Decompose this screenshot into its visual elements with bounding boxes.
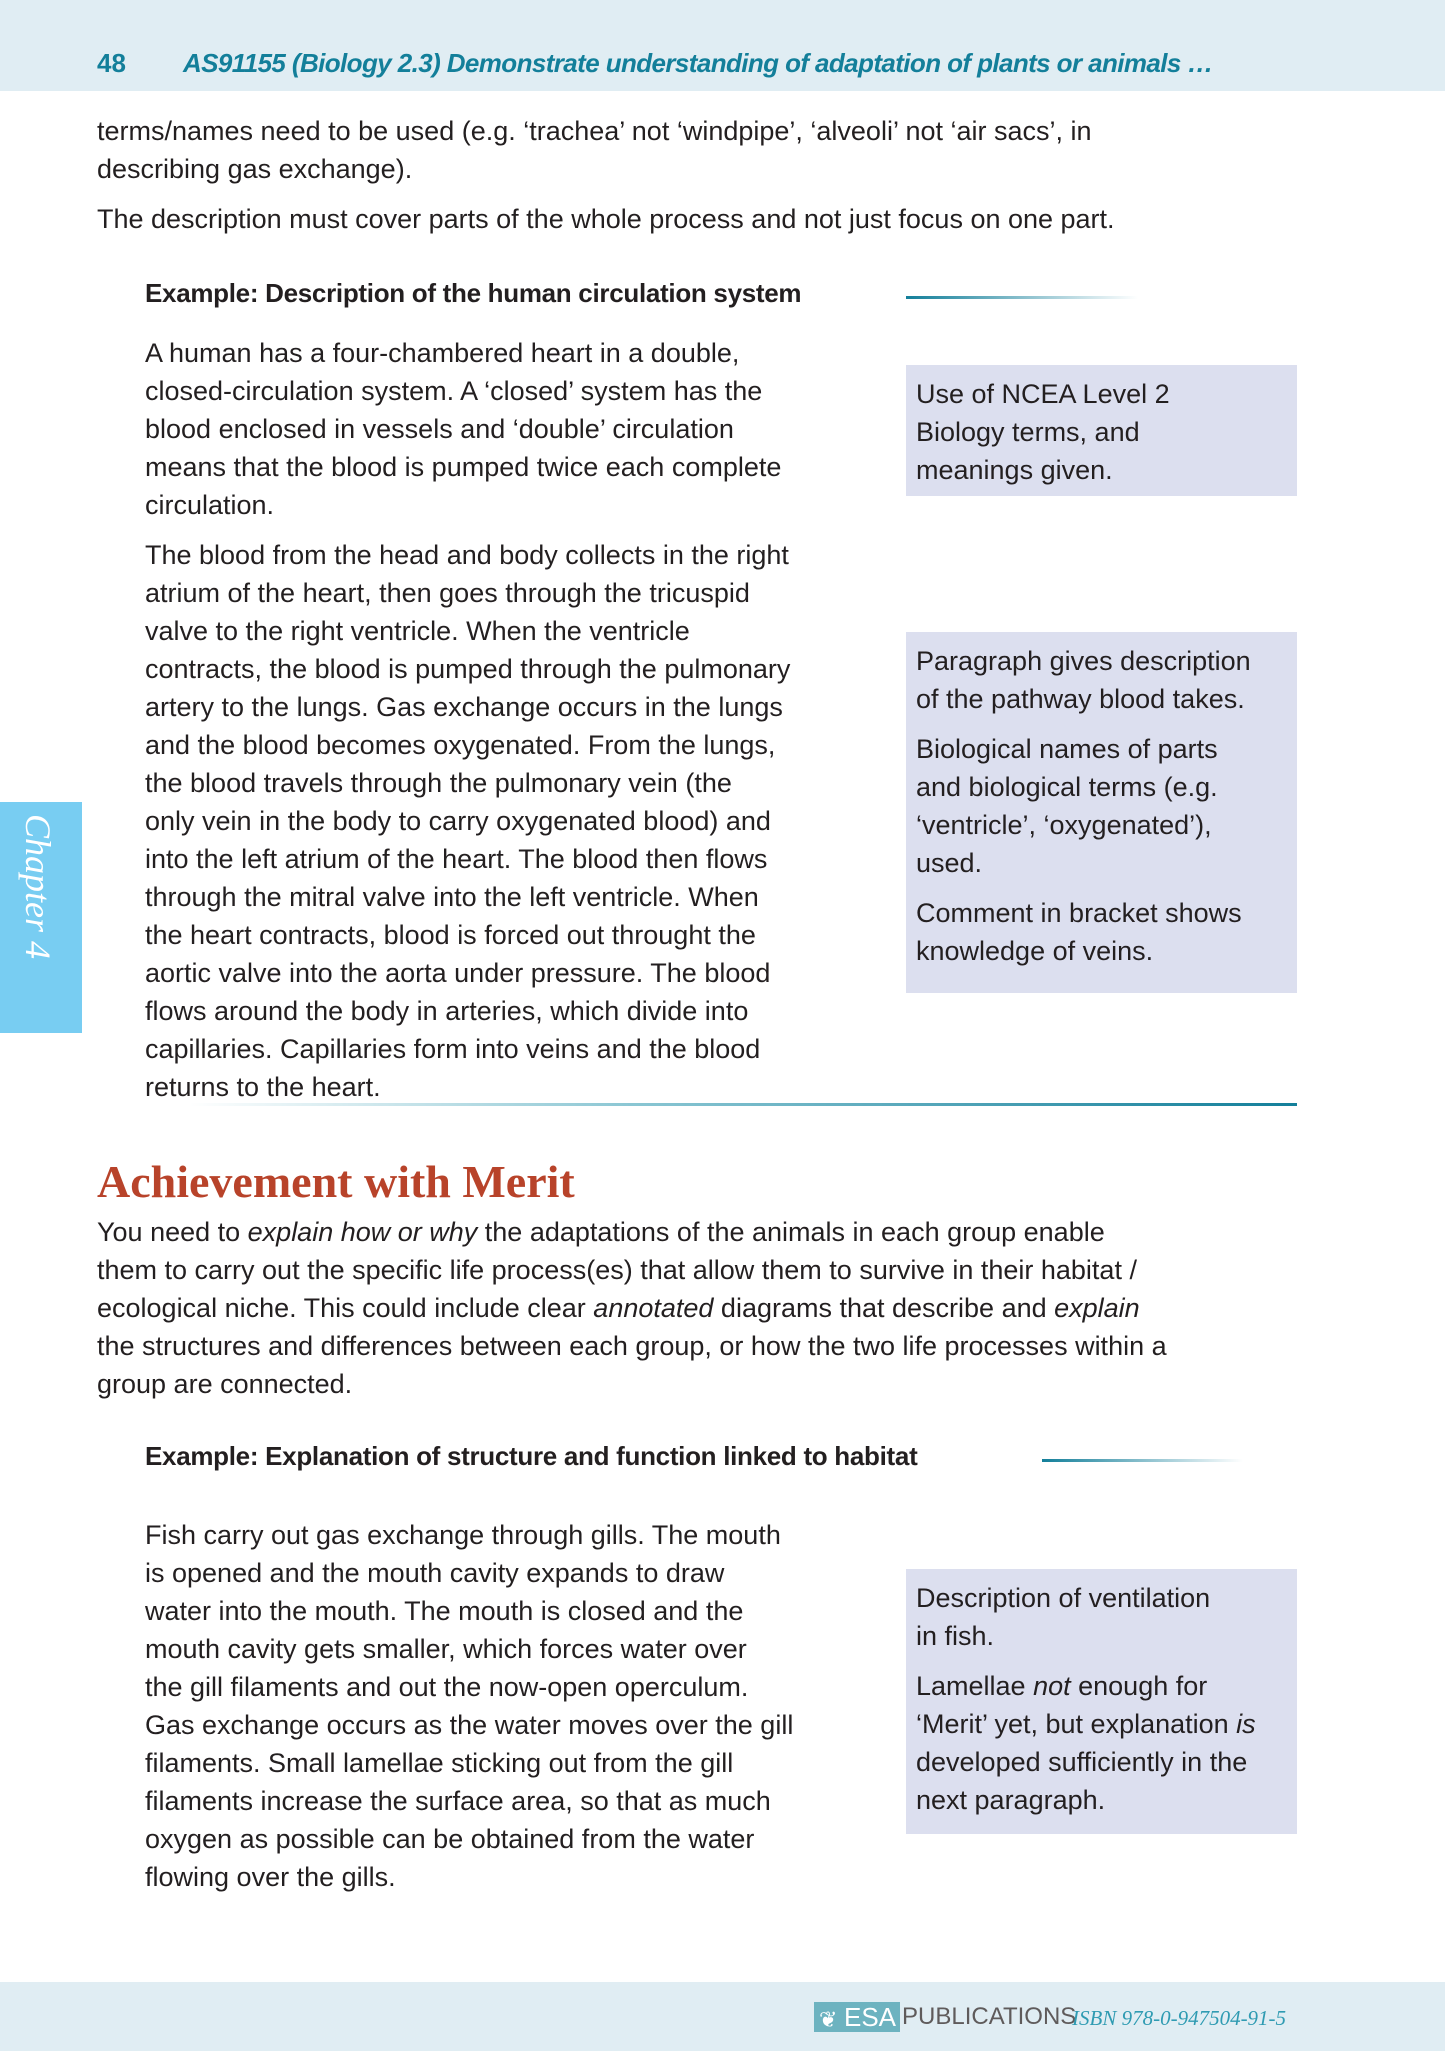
- annotation-box: [906, 365, 1297, 496]
- text-run: Lamellae: [916, 1671, 1034, 1701]
- text-line: [916, 1781, 1287, 1819]
- example-heading: Example: Explanation of structure and function linked to habitat: [145, 1441, 918, 1471]
- paragraph: [97, 200, 1115, 238]
- text-line: A human has a four-chambered heart in a double,: [145, 338, 740, 368]
- text-line: ‘ventricle’, ‘oxygenated’),: [916, 810, 1212, 840]
- intro-text: [97, 112, 1115, 238]
- text-line: [97, 1213, 1167, 1251]
- text-line: the heart contracts, blood is forced out throught the: [145, 920, 756, 950]
- text-line: [97, 1327, 1167, 1365]
- logo-text: ESA: [844, 2002, 897, 2032]
- chapter-label: Chapter 4: [18, 814, 58, 960]
- page-header: [0, 0, 1445, 91]
- text-line: Use of NCEA Level 2: [916, 379, 1170, 409]
- text-line: used.: [916, 848, 983, 878]
- heading-rule: [1042, 1459, 1243, 1462]
- text-line: flowing over the gills.: [145, 1862, 396, 1892]
- emphasis: not: [1033, 1671, 1071, 1701]
- example-heading: Example: Description of the human circulation system: [145, 278, 802, 308]
- text-line: [916, 1579, 1287, 1617]
- text-line: The description must cover parts of the whole process and not just focus on one part.: [97, 204, 1115, 234]
- text-line: [916, 1667, 1287, 1705]
- text-run: the adaptations of the animals in each group enable: [477, 1217, 1105, 1247]
- text-line: returns to the heart.: [145, 1072, 381, 1102]
- publisher-logo: [814, 2002, 1076, 2032]
- text-line: Gas exchange occurs as the water moves over the gill: [145, 1710, 794, 1740]
- text-line: filaments increase the surface area, so that as much: [145, 1786, 771, 1816]
- running-title: AS91155 (Biology 2.3) Demonstrate understanding of adaptation of plants or animals …: [183, 48, 1213, 78]
- page-number: 48: [97, 48, 126, 78]
- text-line: [97, 1289, 1167, 1327]
- text-run: group are connected.: [97, 1369, 353, 1399]
- text-line: flows around the body in arteries, which divide into: [145, 996, 749, 1026]
- paragraph: [916, 894, 1287, 970]
- text-run: enough for: [1070, 1671, 1208, 1701]
- paragraph: [916, 1667, 1287, 1819]
- text-line: [97, 1251, 1167, 1289]
- text-run: developed sufficiently in the: [916, 1747, 1248, 1777]
- chapter-tab: [0, 802, 82, 1033]
- text-line: terms/names need to be used (e.g. ‘trachea’ not ‘windpipe’, ‘alveoli’ not ‘air sacs’, in: [97, 116, 1092, 146]
- merit-text: [97, 1213, 1167, 1403]
- text-line: the gill filaments and out the now-open operculum.: [145, 1672, 749, 1702]
- publisher-name: PUBLICATIONS: [902, 2003, 1077, 2030]
- text-line: Fish carry out gas exchange through gills. The mouth: [145, 1520, 781, 1550]
- text-line: blood enclosed in vessels and ‘double’ circulation: [145, 414, 734, 444]
- emphasis: explain how or why: [247, 1217, 478, 1247]
- text-run: ‘Merit’ yet, but explanation: [916, 1709, 1237, 1739]
- isbn: ISBN 978-0-947504-91-5: [1072, 2006, 1287, 2030]
- text-line: contracts, the blood is pumped through the pulmonary: [145, 654, 791, 684]
- text-line: circulation.: [145, 490, 275, 520]
- text-run: in fish.: [916, 1621, 995, 1651]
- text-line: [97, 1365, 1167, 1403]
- text-line: and biological terms (e.g.: [916, 772, 1218, 802]
- text-line: aortic valve into the aorta under pressure. The blood: [145, 958, 771, 988]
- paragraph: [97, 112, 1115, 188]
- text-line: closed-circulation system. A ‘closed’ system has the: [145, 376, 763, 406]
- annotation-box: [906, 1569, 1297, 1834]
- paragraph: [145, 1516, 793, 1896]
- annotation-box: [906, 632, 1297, 993]
- text-line: valve to the right ventricle. When the ventricle: [145, 616, 690, 646]
- tree-icon: ❦: [819, 2007, 838, 2032]
- text-line: oxygen as possible can be obtained from the water: [145, 1824, 755, 1854]
- text-line: filaments. Small lamellae sticking out from the gill: [145, 1748, 734, 1778]
- text-line: meanings given.: [916, 455, 1113, 485]
- text-line: the blood travels through the pulmonary vein (the: [145, 768, 732, 798]
- fish-explanation: [145, 1516, 793, 1896]
- text-run: diagrams that describe and: [713, 1293, 1055, 1323]
- text-run: next paragraph.: [916, 1785, 1106, 1815]
- paragraph: [916, 1579, 1287, 1655]
- text-line: describing gas exchange).: [97, 154, 413, 184]
- heading-rule: [906, 296, 1138, 299]
- text-line: through the mitral valve into the left ventricle. When: [145, 882, 759, 912]
- text-line: [916, 1705, 1287, 1743]
- text-run: them to carry out the specific life process(es) that allow them to survive in their habitat /: [97, 1255, 1137, 1285]
- text-line: Biological names of parts: [916, 734, 1218, 764]
- text-line: means that the blood is pumped twice each complete: [145, 452, 782, 482]
- paragraph: [916, 730, 1287, 882]
- text-line: water into the mouth. The mouth is closed and the: [145, 1596, 744, 1626]
- text-run: ecological niche. This could include clear: [97, 1293, 594, 1323]
- text-line: into the left atrium of the heart. The blood then flows: [145, 844, 768, 874]
- text-line: of the pathway blood takes.: [916, 684, 1245, 714]
- text-line: [916, 1617, 1287, 1655]
- text-line: artery to the lungs. Gas exchange occurs in the lungs: [145, 692, 783, 722]
- text-line: Comment in bracket shows: [916, 898, 1242, 928]
- text-run: Description of ventilation: [916, 1583, 1211, 1613]
- text-line: and the blood becomes oxygenated. From the lungs,: [145, 730, 776, 760]
- emphasis: is: [1236, 1709, 1256, 1739]
- text-run: You need to: [97, 1217, 248, 1247]
- paragraph: [145, 334, 790, 524]
- paragraph: [145, 536, 790, 1106]
- text-line: atrium of the heart, then goes through the tricuspid: [145, 578, 750, 608]
- section-heading: Achievement with Merit: [97, 1156, 575, 1207]
- text-line: mouth cavity gets smaller, which forces water over: [145, 1634, 747, 1664]
- text-line: Biology terms, and: [916, 417, 1140, 447]
- emphasis: annotated: [593, 1293, 714, 1323]
- text-line: [916, 1743, 1287, 1781]
- paragraph: [97, 1213, 1167, 1403]
- section-divider: [190, 1103, 1297, 1106]
- paragraph: [916, 642, 1287, 718]
- emphasis: explain: [1054, 1293, 1140, 1323]
- text-line: The blood from the head and body collects in the right: [145, 540, 789, 570]
- circulation-description: [145, 334, 790, 1106]
- text-line: capillaries. Capillaries form into veins and the blood: [145, 1034, 761, 1064]
- paragraph: [916, 375, 1287, 489]
- text-run: the structures and differences between each group, or how the two life processes within a: [97, 1331, 1167, 1361]
- text-line: only vein in the body to carry oxygenated blood) and: [145, 806, 771, 836]
- text-line: is opened and the mouth cavity expands to draw: [145, 1558, 725, 1588]
- text-line: Paragraph gives description: [916, 646, 1251, 676]
- text-line: knowledge of veins.: [916, 936, 1154, 966]
